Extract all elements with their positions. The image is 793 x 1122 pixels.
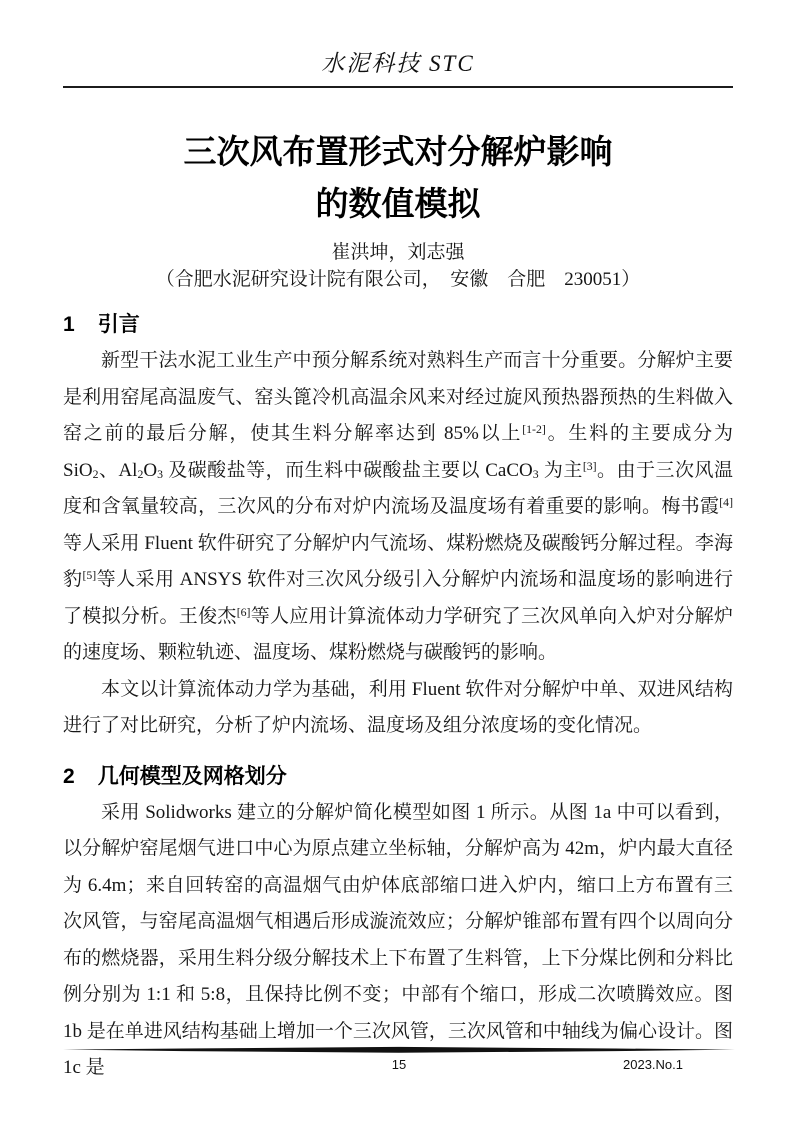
journal-title: 水泥科技 STC: [321, 51, 475, 76]
section-1-heading: [63, 306, 733, 343]
section-1-title: 引言: [97, 313, 140, 336]
issue-number: 2023.No.1: [623, 1057, 683, 1072]
article-body: [63, 126, 733, 1087]
page-footer: [63, 1046, 735, 1074]
section-2-heading: [63, 758, 733, 795]
section-2-title: 几何模型及网格划分: [97, 764, 287, 788]
page-number: 15: [391, 1057, 407, 1072]
section-1-paragraph-1: 新型干法水泥工业生产中预分解系统对熟料生产而言十分重要。分解炉主要是利用窑尾高温废气、窑头篦冷机高温余风来对经过旋风预热器预热的生料做入窑之前的最后分解，使其生料分解率达到 85%以上[1-2]。生料的主要成分为 SiO$_2$、$Al_2O_3$ 及碳酸盐等，而生料中碳酸盐主要以 CaCO$_3$ 为主[3]。由于三次风温度和含氧量较高，三次风的分布对炉内流场及温度场有着重要的影响。梅书霞[4]等人采用 Fluent 软件研究了分解炉内气流场、煤粉燃烧及碳酸钙分解过程。李海豹[5]等人采用 ANSYS 软件对三次风分级引入分解炉内流场和温度场的影响进行了模拟分析。王俊杰[6]等人应用计算流体动力学研究了三次风单向入炉对分解炉的速度场、颗粒轨迹、温度场、煤粉燃烧与碳酸钙的影响。: [63, 350, 733, 663]
section-2-paragraph-1: 采用 Solidworks 建立的分解炉简化模型如图 1 所示。从图 1a 中可以看到，以分解炉窑尾烟气进口中心为原点建立坐标轴，分解炉高为 42m，炉内最大直径为 6.4m；来自回转窑的高温烟气由炉体底部缩口进入炉内，缩口上方布置有三次风管，与窑尾高温烟气相遇后形成漩流效应；分解炉锥部布置有四个以周向分布的燃烧器，采用生料分级分解技术上下布置了生料管，上下分煤比例和分料比例分别为 1:1 和 5:8，且保持比例不变；中部有个缩口，形成二次喷腾效应。图 1b 是在单进风结构基础上增加一个三次风管，三次风管和中轴线为偏心设计。图 1c 是: [63, 801, 733, 1078]
header-divider: [63, 86, 733, 88]
article-title-line-1: 三次风布置形式对分解炉影响: [183, 133, 613, 170]
page-header: [63, 50, 733, 88]
footer-texts: [63, 1054, 735, 1074]
footer-tapered-rule: [63, 1046, 735, 1054]
affiliation-line: （合肥水泥研究设计院有限公司， 安徽 合肥 230051）: [155, 269, 641, 290]
section-2-number: 2: [63, 764, 75, 788]
section-1-paragraph-2: 本文以计算流体动力学为基础，利用 Fluent 软件对分解炉中单、双进风结构进行了对比研究，分析了炉内流场、温度场及组分浓度场的变化情况。: [63, 678, 733, 736]
section-1-number: 1: [63, 313, 75, 336]
authors-line: 崔洪坤，刘志强: [331, 242, 465, 263]
section-geometry-model: [63, 758, 733, 1087]
section-introduction: [63, 306, 733, 745]
article-title-line-2: 的数值模拟: [315, 185, 481, 222]
article-title: [63, 126, 733, 230]
